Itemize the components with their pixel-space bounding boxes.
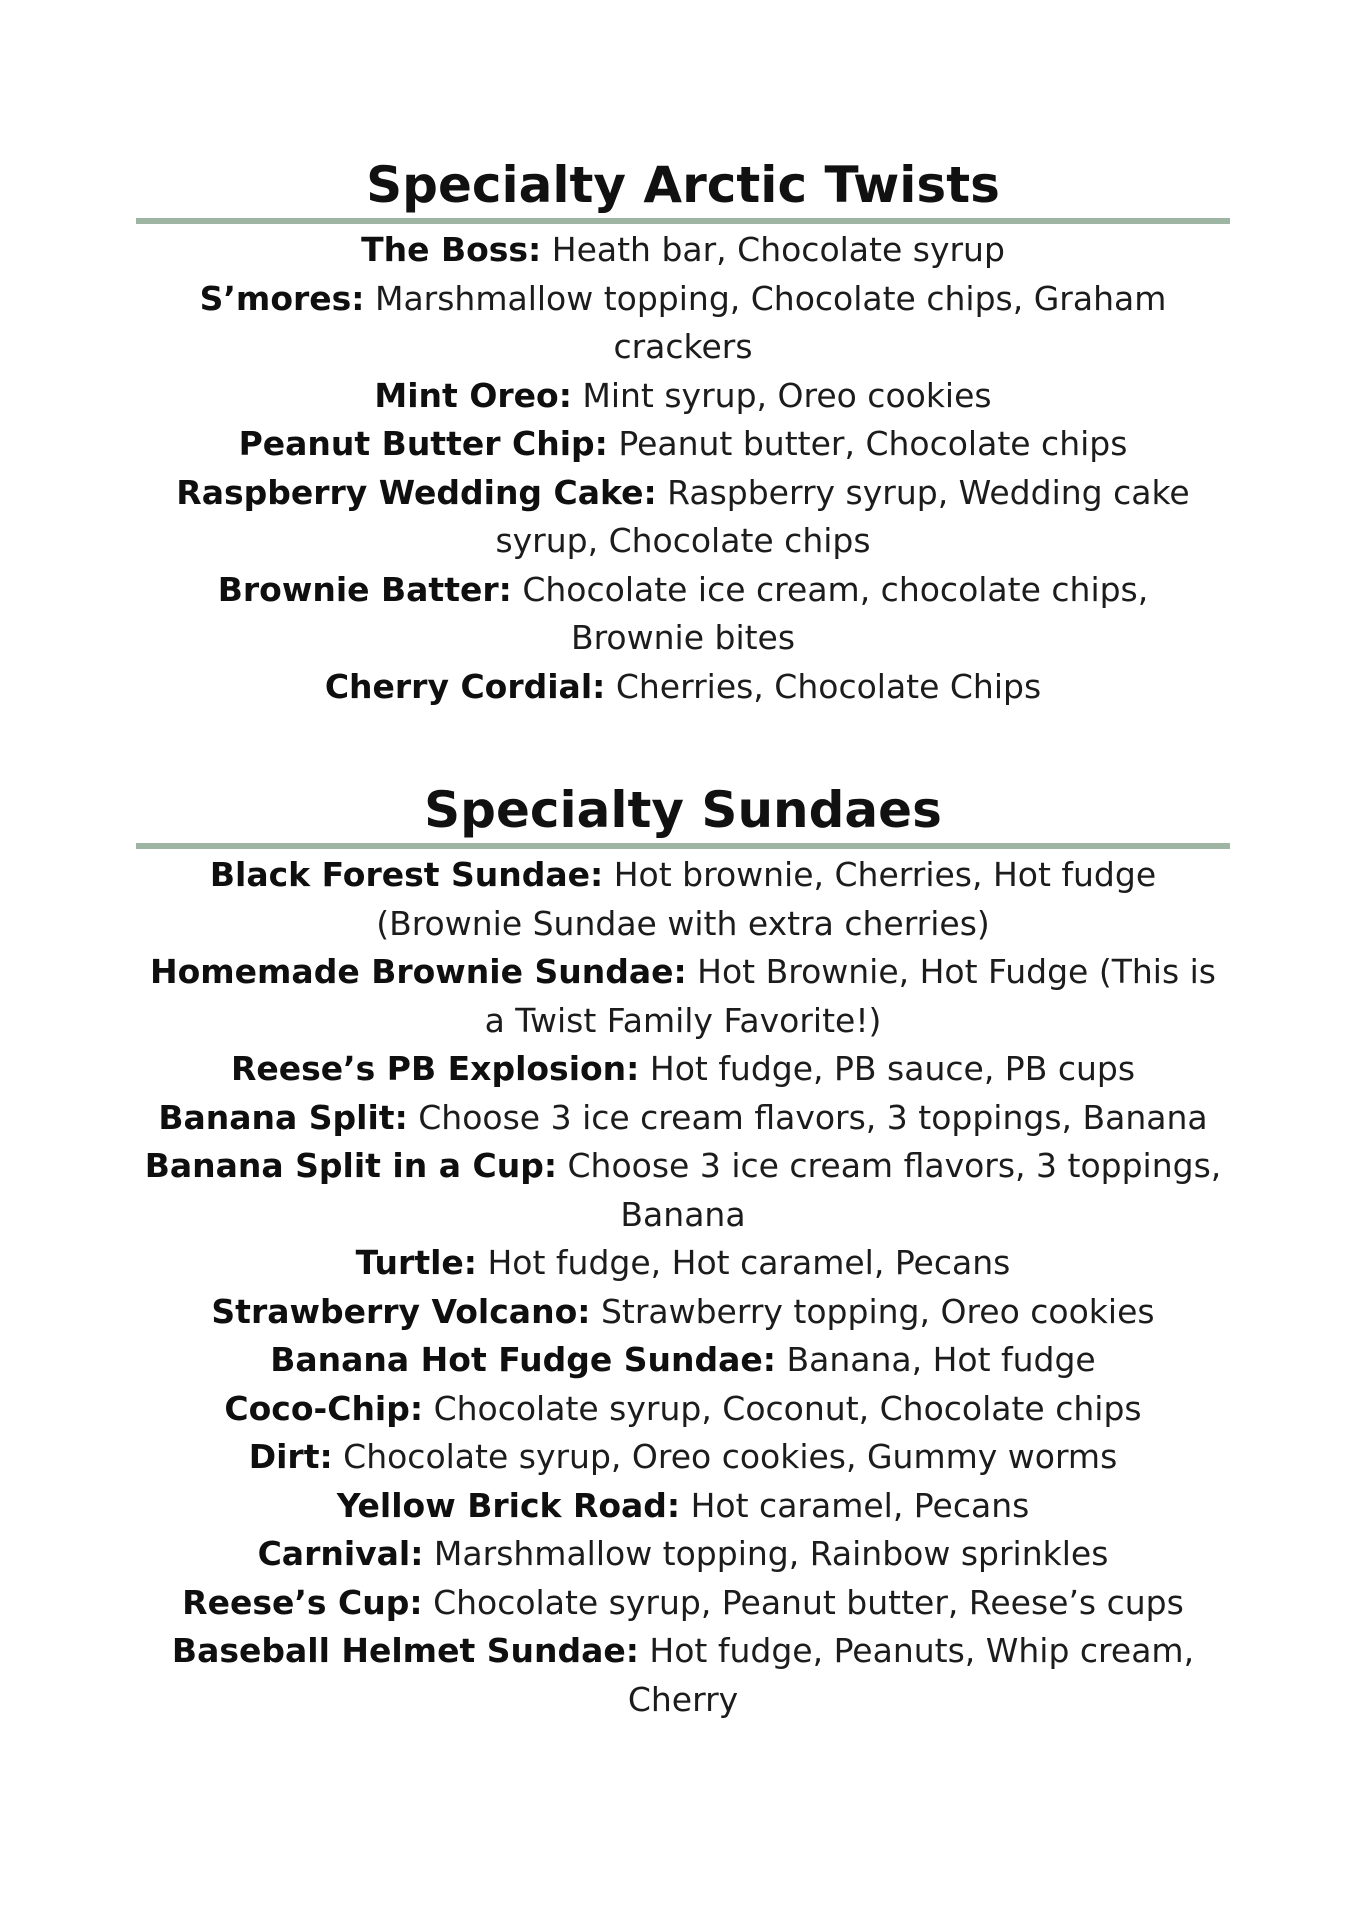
item-name: Dirt: — [248, 1437, 333, 1476]
item-name: Peanut Butter Chip: — [238, 424, 608, 463]
item-description: Choose 3 ice cream flavors, 3 toppings, Banana — [407, 1097, 1208, 1137]
menu-item — [136, 1579, 1230, 1628]
menu-item — [136, 1142, 1230, 1239]
item-description: Banana, Hot fudge — [775, 1340, 1096, 1379]
item-name: Banana Split in a Cup: — [144, 1146, 558, 1185]
menu-item — [136, 420, 1230, 469]
item-name: Mint Oreo: — [374, 375, 572, 415]
item-name: Raspberry Wedding Cake: — [176, 472, 657, 512]
menu-item — [136, 1288, 1230, 1337]
section-title: Specialty Sundaes — [424, 781, 942, 839]
menu-item — [136, 1239, 1230, 1288]
menu-item — [136, 663, 1230, 712]
item-description: Mint syrup, Oreo cookies — [571, 375, 992, 415]
item-name: The Boss: — [361, 230, 542, 269]
section-specialty-arctic-twists — [136, 152, 1230, 711]
section-divider — [136, 843, 1230, 849]
item-description: Hot brownie, Cherries, Hot fudge (Brownie Sundae with extra cherries) — [376, 855, 1157, 943]
menu-item-list — [136, 226, 1230, 711]
item-description: Hot fudge, Hot caramel, Pecans — [477, 1243, 1011, 1282]
item-description: Chocolate syrup, Oreo cookies, Gummy worms — [332, 1437, 1118, 1476]
item-description: Chocolate syrup, Coconut, Chocolate chips — [423, 1388, 1142, 1428]
section-specialty-sundaes — [136, 777, 1230, 1724]
item-name: Homemade Brownie Sundae: — [149, 952, 687, 991]
item-name: Strawberry Volcano: — [211, 1291, 591, 1331]
item-description: Hot fudge, PB sauce, PB cups — [639, 1049, 1136, 1088]
item-name: Brownie Batter: — [217, 569, 512, 609]
item-name: Reese’s Cup: — [182, 1582, 423, 1622]
item-name: Turtle: — [355, 1243, 477, 1282]
menu-item — [136, 372, 1230, 421]
item-description: Raspberry syrup, Wedding cake syrup, Chocolate chips — [495, 472, 1190, 560]
menu-item — [136, 469, 1230, 566]
menu-item — [136, 1530, 1230, 1579]
item-name: Black Forest Sundae: — [209, 855, 604, 894]
menu-item-list — [136, 851, 1230, 1724]
item-description: Choose 3 ice cream flavors, 3 toppings, Banana — [557, 1146, 1222, 1234]
item-name: Yellow Brick Road: — [336, 1485, 681, 1525]
item-name: Reese’s PB Explosion: — [230, 1049, 640, 1088]
menu-item — [136, 1045, 1230, 1094]
item-description: Cherries, Chocolate Chips — [605, 666, 1042, 706]
item-description: Chocolate syrup, Peanut butter, Reese’s cups — [422, 1582, 1184, 1622]
menu-item — [136, 1433, 1230, 1482]
item-name: Baseball Helmet Sundae: — [171, 1631, 639, 1670]
item-name: Coco-Chip: — [224, 1388, 424, 1428]
menu-item — [136, 275, 1230, 372]
menu-item — [136, 566, 1230, 663]
menu-item — [136, 1336, 1230, 1385]
item-description: Hot fudge, Peanuts, Whip cream, Cherry — [627, 1631, 1195, 1719]
item-description: Peanut butter, Chocolate chips — [607, 424, 1128, 463]
item-name: S’mores: — [199, 278, 365, 318]
item-description: Heath bar, Chocolate syrup — [541, 230, 1005, 269]
menu-item — [136, 1385, 1230, 1434]
menu-item — [136, 1482, 1230, 1531]
menu-item — [136, 226, 1230, 275]
menu-item — [136, 1094, 1230, 1143]
item-description: Hot Brownie, Hot Fudge (This is a Twist Family Favorite!) — [484, 952, 1216, 1040]
item-description: Strawberry topping, Oreo cookies — [590, 1291, 1155, 1331]
section-title: Specialty Arctic Twists — [366, 156, 1000, 214]
item-name: Banana Hot Fudge Sundae: — [270, 1340, 776, 1379]
section-divider — [136, 218, 1230, 224]
item-description: Marshmallow topping, Rainbow sprinkles — [423, 1534, 1109, 1573]
menu-item — [136, 851, 1230, 948]
menu-item — [136, 1627, 1230, 1724]
item-name: Carnival: — [257, 1534, 424, 1573]
item-description: Chocolate ice cream, chocolate chips, Brownie bites — [511, 569, 1149, 657]
item-name: Cherry Cordial: — [324, 666, 606, 706]
menu-item — [136, 948, 1230, 1045]
item-description: Hot caramel, Pecans — [680, 1485, 1030, 1525]
item-description: Marshmallow topping, Chocolate chips, Graham crackers — [364, 278, 1167, 366]
item-name: Banana Split: — [158, 1097, 408, 1137]
